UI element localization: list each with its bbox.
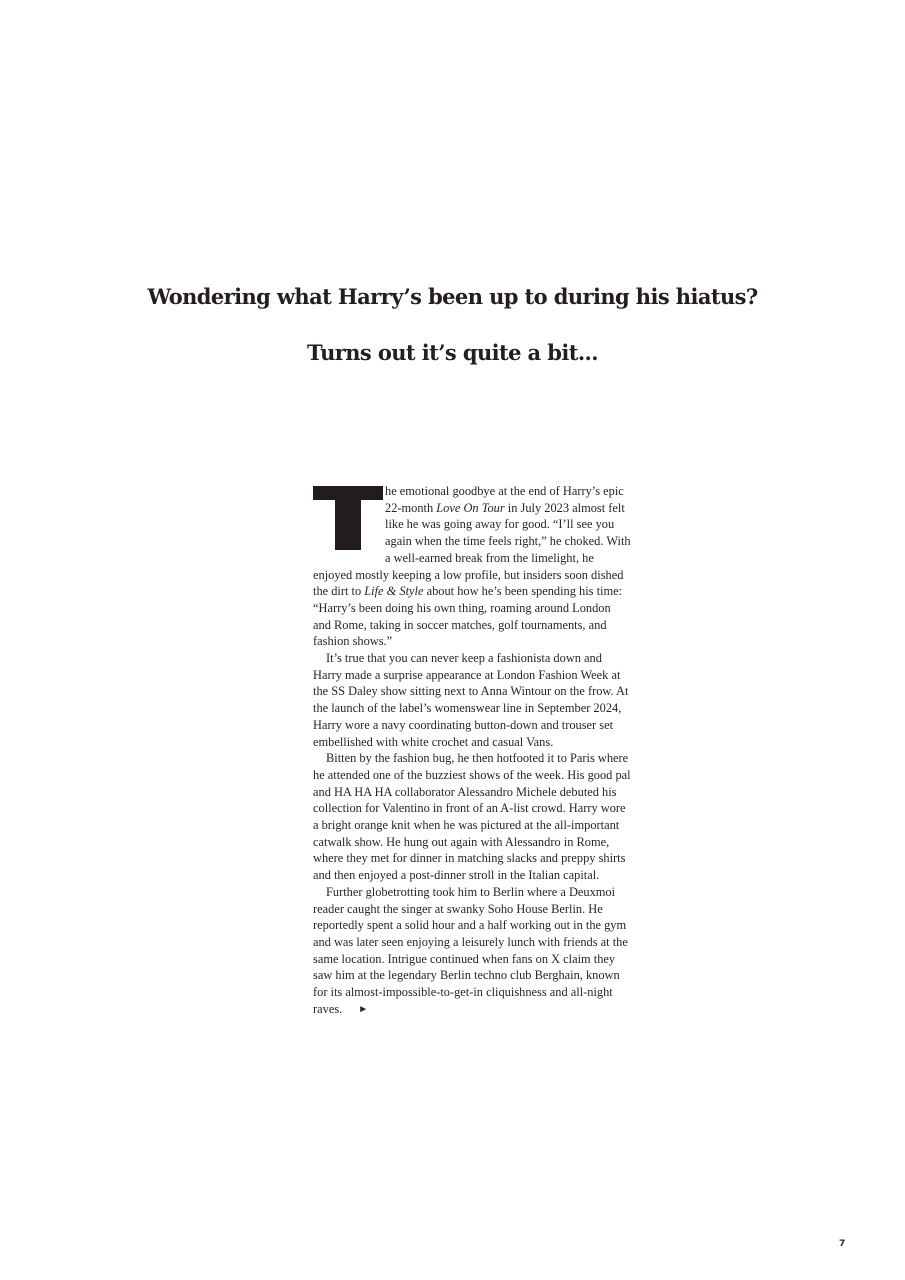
tour-name: Love On Tour xyxy=(436,500,505,515)
article-paragraph-1 xyxy=(313,483,631,650)
article-paragraph-4 xyxy=(313,884,631,1019)
paragraph-1-text-c: about how he’s been spending his time: “Harry’s been doing his own thing, roaming around London and Rome, taking in soccer matches, golf tournaments, and fashion shows.” xyxy=(313,584,623,649)
end-mark-icon: ► xyxy=(358,1003,369,1015)
article-paragraph-2: It’s true that you can never keep a fashionista down and Harry made a surprise appearance at London Fashion Week at the SS Daley show sitting next to Anna Wintour on the frow. At the launch of the label’s womenswear line in September 2024, Harry wore a navy coordinating button-down and trouser set embellished with white crochet and casual Vans. xyxy=(313,651,629,749)
paragraph-4-text: Further globetrotting took him to Berlin where a Deuxmoi reader caught the singer at swanky Soho House Berlin. He reportedly spent a solid hour and a half working out in the gym and was later seen enjoying a leisurely lunch with friends at the same location. Intrigue continued when fans on X claim they saw him at the legendary Berlin techno club Berghain, known for its almost-impossible-to-get-in cliquishness and all-night raves. xyxy=(313,884,628,1016)
publication-name: Life & Style xyxy=(364,584,424,599)
article-paragraph-3: Bitten by the fashion bug, he then hotfooted it to Paris where he attended one of the buzziest shows of the week. His good pal and HA HA HA collaborator Alessandro Michele debuted his collection for Valentino in front of an A-list crowd. Harry wore a bright orange knit when he was pictured at the all-important catwalk show. He hung out again with Alessandro in Rome, where they met for dinner in matching slacks and preppy shirts and then enjoyed a post-dinner stroll in the Italian capital. xyxy=(313,751,631,883)
paragraph-1-text-a: he emotional goodbye at the end of Harry’s epic 22-month xyxy=(385,484,624,515)
article-body xyxy=(313,483,631,1019)
headline-line-2: Turns out it’s quite a bit... xyxy=(307,340,598,365)
headline-line-1: Wondering what Harry’s been up to during his hiatus? xyxy=(147,284,758,309)
page-number: 7 xyxy=(839,1239,846,1249)
drop-cap xyxy=(313,486,383,550)
paragraph-1-text-b: in July 2023 almost felt like he was going away for good. “I’ll see you again when the time feels right,” he choked. With a well-earned break from the limelight, he enjoyed mostly keeping a low profile, but insiders soon dished the dirt to xyxy=(313,500,631,599)
